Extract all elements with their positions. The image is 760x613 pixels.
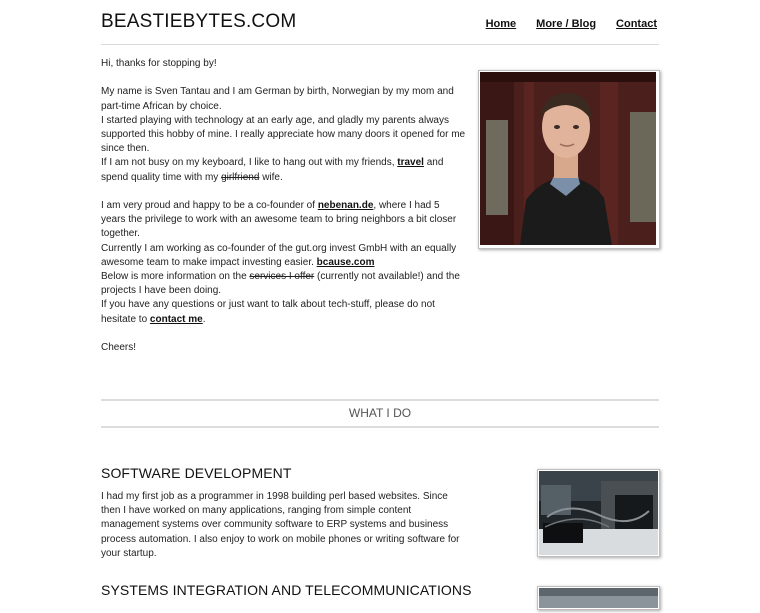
software-development-heading: SOFTWARE DEVELOPMENT [101, 465, 292, 481]
intro-paragraph-3: If I am not busy on my keyboard, I like to hang out with my friends, travel and spend quality time with my girlfriend wife. [101, 157, 444, 183]
systems-integration-heading: SYSTEMS INTEGRATION AND TELECOMMUNICATIONS [101, 582, 472, 598]
nav-home-link[interactable]: Home [485, 18, 517, 30]
software-development-text: I had my first job as a programmer in 1998 building perl based websites. Since then I have worked on many applications, ranging from simple content management systems over community software to ERP systems and business process automation. I also enjoy to work on mobile phones or writing software for your startup. [101, 491, 460, 559]
site-title[interactable]: BEASTIEBYTES.COM [101, 11, 297, 32]
contact-me-link[interactable]: contact me [149, 313, 203, 325]
closing: Cheers! [101, 342, 137, 354]
travel-link[interactable]: travel [397, 157, 424, 169]
portrait-image [480, 72, 656, 245]
nav-more-blog-link[interactable]: More / Blog [536, 18, 597, 30]
desk-photo [539, 471, 658, 555]
main-nav [486, 18, 657, 30]
systems-integration-image [537, 586, 660, 610]
intro-paragraph-1: My name is Sven Tantau and I am German by birth, Norwegian by my mom and part-time African by choice. [101, 86, 454, 112]
nav-contact-link[interactable]: Contact [616, 18, 657, 30]
intro-text [101, 57, 466, 355]
systems-photo [539, 588, 658, 608]
struck-word: girlfriend [221, 171, 260, 183]
bcause-link[interactable]: bcause.com [316, 256, 375, 268]
intro-paragraph-5: Currently I am working as co-founder of the gut.org invest GmbH with an equally awesome team to make impact investing easier. bcause.com [101, 242, 457, 268]
intro-paragraph-4: I am very proud and happy to be a co-founder of nebenan.de, where I had 5 years the privilege to work with an awesome team to bring neighbors a bit closer together. [101, 200, 457, 240]
page-container [101, 0, 659, 598]
struck-services: services I offer [249, 271, 315, 283]
portrait-photo [478, 70, 660, 249]
greeting: Hi, thanks for stopping by! [101, 58, 217, 69]
what-i-do-band: WHAT I DO [101, 399, 659, 428]
site-header [101, 0, 659, 45]
nebenan-link[interactable]: nebenan.de [317, 200, 374, 211]
intro-paragraph-2: I started playing with technology at an early age, and gladly my parents always supported this hobby of mine. I really appreciate how many doors it opened for me since then. [101, 114, 466, 155]
intro-paragraph-6: Below is more information on the services I offer (currently not available!) and the projects I have been doing. [101, 271, 460, 297]
intro-paragraph-7: If you have any questions or just want to talk about tech-stuff, please do not hesitate to contact me. [101, 299, 435, 325]
software-development-image [537, 469, 660, 557]
